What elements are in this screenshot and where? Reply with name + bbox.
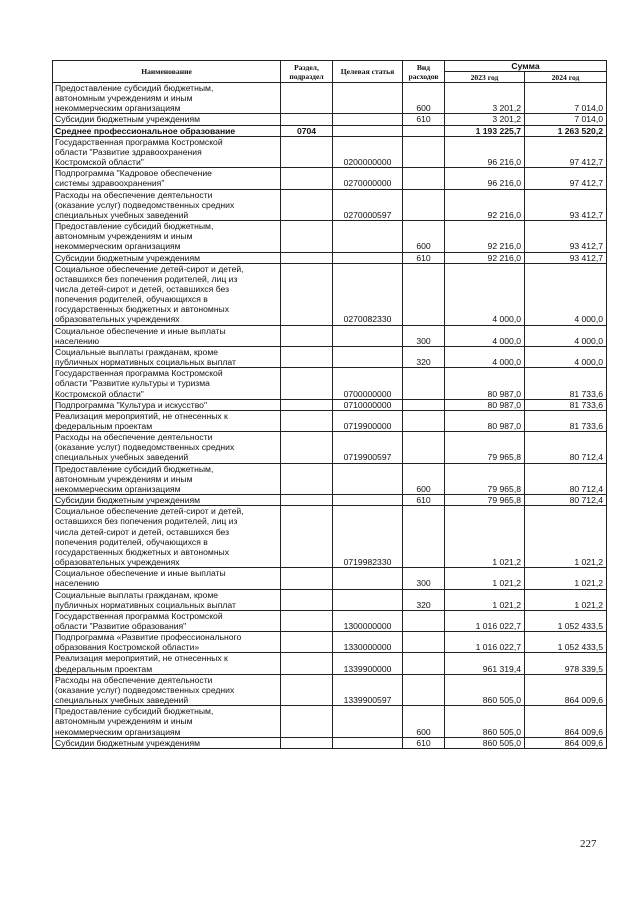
- row-sum-2024-cell: 864 009,6: [525, 737, 607, 748]
- row-type-cell: [403, 410, 445, 431]
- row-target-cell: [333, 463, 403, 494]
- table-row: [53, 368, 607, 399]
- row-type-cell: [403, 136, 445, 167]
- row-sum-2023-cell: 79 965,8: [445, 495, 525, 506]
- row-sum-2024-cell: 81 733,6: [525, 410, 607, 431]
- row-sum-2024-cell: 81 733,6: [525, 368, 607, 399]
- row-type-cell: [403, 674, 445, 705]
- row-target-cell: 1339900000: [333, 653, 403, 674]
- row-name-cell: Субсидии бюджетным учреждениям: [53, 252, 281, 263]
- table-row: [53, 506, 607, 568]
- row-type-cell: [403, 632, 445, 653]
- row-target-cell: 1339900597: [333, 674, 403, 705]
- row-section-cell: [281, 136, 333, 167]
- row-sum-2024-cell: 93 412,7: [525, 252, 607, 263]
- table-row: [53, 263, 607, 325]
- row-sum-2023-cell: 1 016 022,7: [445, 610, 525, 631]
- row-sum-2023-cell: 80 987,0: [445, 368, 525, 399]
- row-section-cell: [281, 252, 333, 263]
- page-number: 227: [580, 838, 597, 850]
- row-type-cell: [403, 189, 445, 220]
- row-type-cell: [403, 125, 445, 136]
- row-name-cell: Субсидии бюджетным учреждениям: [53, 737, 281, 748]
- table-row: [53, 346, 607, 367]
- row-section-cell: [281, 632, 333, 653]
- row-target-cell: [333, 325, 403, 346]
- row-target-cell: 0719900000: [333, 410, 403, 431]
- row-sum-2024-cell: 864 009,6: [525, 706, 607, 737]
- row-name-cell: Субсидии бюджетным учреждениям: [53, 495, 281, 506]
- row-sum-2023-cell: 4 000,0: [445, 325, 525, 346]
- row-type-cell: [403, 610, 445, 631]
- header-type: Вид расходов: [403, 61, 445, 83]
- row-name-cell: Предоставление субсидий бюджетным, автономным учреждениям и иным некоммерческим организациям: [53, 221, 281, 252]
- row-target-cell: 0700000000: [333, 368, 403, 399]
- row-sum-2024-cell: 7 014,0: [525, 114, 607, 125]
- row-sum-2023-cell: 961 319,4: [445, 653, 525, 674]
- row-name-cell: Реализация мероприятий, не отнесенных к федеральным проектам: [53, 653, 281, 674]
- row-target-cell: [333, 495, 403, 506]
- header-target: Целевая статья: [333, 61, 403, 83]
- row-type-cell: 600: [403, 706, 445, 737]
- row-sum-2024-cell: 4 000,0: [525, 325, 607, 346]
- row-target-cell: [333, 568, 403, 589]
- row-type-cell: 320: [403, 589, 445, 610]
- row-sum-2024-cell: 1 021,2: [525, 506, 607, 568]
- row-section-cell: [281, 463, 333, 494]
- row-sum-2023-cell: 860 505,0: [445, 706, 525, 737]
- budget-table-container: [52, 60, 606, 749]
- row-target-cell: 0710000000: [333, 399, 403, 410]
- row-section-cell: [281, 610, 333, 631]
- row-name-cell: Предоставление субсидий бюджетным, автономным учреждениям и иным некоммерческим организациям: [53, 706, 281, 737]
- row-sum-2024-cell: 80 712,4: [525, 432, 607, 463]
- table-row: [53, 463, 607, 494]
- row-type-cell: 610: [403, 252, 445, 263]
- row-type-cell: 600: [403, 221, 445, 252]
- row-name-cell: Субсидии бюджетным учреждениям: [53, 114, 281, 125]
- row-sum-2023-cell: 3 201,2: [445, 114, 525, 125]
- row-sum-2024-cell: 978 339,5: [525, 653, 607, 674]
- row-sum-2023-cell: 79 965,8: [445, 432, 525, 463]
- row-sum-2024-cell: 864 009,6: [525, 674, 607, 705]
- row-section-cell: [281, 506, 333, 568]
- row-name-cell: Предоставление субсидий бюджетным, автономным учреждениям и иным некоммерческим организациям: [53, 463, 281, 494]
- table-row: [53, 495, 607, 506]
- table-row: [53, 706, 607, 737]
- row-section-cell: [281, 168, 333, 189]
- row-name-cell: Подпрограмма «Развитие профессионального образования Костромской области»: [53, 632, 281, 653]
- row-section-cell: [281, 189, 333, 220]
- row-sum-2023-cell: 1 021,2: [445, 568, 525, 589]
- row-name-cell: Социальное обеспечение детей-сирот и детей, оставшихся без попечения родителей, лиц из числа детей-сирот и детей, оставшихся без попечения родителей, обучающихся в государственных бюджетных и автономных образовательных учреждениях: [53, 263, 281, 325]
- header-2024: 2024 год: [525, 72, 607, 83]
- row-sum-2024-cell: 7 014,0: [525, 83, 607, 114]
- row-type-cell: 610: [403, 737, 445, 748]
- row-name-cell: Расходы на обеспечение деятельности (оказание услуг) подведомственных средних специальных учебных заведений: [53, 674, 281, 705]
- row-target-cell: [333, 346, 403, 367]
- row-sum-2024-cell: 80 712,4: [525, 463, 607, 494]
- table-row: [53, 252, 607, 263]
- row-name-cell: Реализация мероприятий, не отнесенных к федеральным проектам: [53, 410, 281, 431]
- row-sum-2023-cell: 860 505,0: [445, 737, 525, 748]
- row-target-cell: 0719982330: [333, 506, 403, 568]
- row-target-cell: [333, 83, 403, 114]
- row-name-cell: Среднее профессиональное образование: [53, 125, 281, 136]
- row-target-cell: [333, 252, 403, 263]
- table-row: [53, 221, 607, 252]
- table-row: [53, 125, 607, 136]
- row-type-cell: 300: [403, 325, 445, 346]
- row-sum-2023-cell: 4 000,0: [445, 263, 525, 325]
- row-name-cell: Социальные выплаты гражданам, кроме публичных нормативных социальных выплат: [53, 589, 281, 610]
- row-section-cell: [281, 399, 333, 410]
- row-sum-2024-cell: 80 712,4: [525, 495, 607, 506]
- table-row: [53, 114, 607, 125]
- row-target-cell: 0270000000: [333, 168, 403, 189]
- row-section-cell: [281, 653, 333, 674]
- row-section-cell: [281, 221, 333, 252]
- row-name-cell: Предоставление субсидий бюджетным, автономным учреждениям и иным некоммерческим организациям: [53, 83, 281, 114]
- row-name-cell: Социальное обеспечение и иные выплаты населению: [53, 568, 281, 589]
- row-target-cell: [333, 114, 403, 125]
- row-sum-2023-cell: 1 021,2: [445, 506, 525, 568]
- row-section-cell: [281, 568, 333, 589]
- row-name-cell: Подпрограмма "Культура и искусство": [53, 399, 281, 410]
- row-target-cell: 0270082330: [333, 263, 403, 325]
- row-section-cell: [281, 737, 333, 748]
- row-section-cell: [281, 114, 333, 125]
- table-row: [53, 589, 607, 610]
- row-name-cell: Социальное обеспечение детей-сирот и детей, оставшихся без попечения родителей, лиц из числа детей-сирот и детей, оставшихся без попечения родителей, обучающихся в государственных бюджетных и автономных образовательных учреждениях: [53, 506, 281, 568]
- row-name-cell: Государственная программа Костромской области "Развитие здравоохранения Костромской области": [53, 136, 281, 167]
- table-row: [53, 136, 607, 167]
- row-sum-2024-cell: 1 021,2: [525, 589, 607, 610]
- header-name: Наименование: [53, 61, 281, 83]
- row-target-cell: [333, 221, 403, 252]
- row-section-cell: [281, 410, 333, 431]
- table-row: [53, 410, 607, 431]
- table-row: [53, 189, 607, 220]
- row-sum-2024-cell: 97 412,7: [525, 168, 607, 189]
- table-row: [53, 653, 607, 674]
- table-row: [53, 568, 607, 589]
- row-type-cell: [403, 399, 445, 410]
- row-type-cell: 610: [403, 114, 445, 125]
- row-name-cell: Расходы на обеспечение деятельности (оказание услуг) подведомственных средних специальных учебных заведений: [53, 189, 281, 220]
- table-body: [53, 83, 607, 749]
- row-sum-2024-cell: 93 412,7: [525, 221, 607, 252]
- row-type-cell: [403, 263, 445, 325]
- row-section-cell: [281, 674, 333, 705]
- row-sum-2023-cell: 860 505,0: [445, 674, 525, 705]
- table-row: [53, 399, 607, 410]
- row-sum-2023-cell: 80 987,0: [445, 399, 525, 410]
- table-row: [53, 432, 607, 463]
- row-type-cell: 300: [403, 568, 445, 589]
- table-row: [53, 674, 607, 705]
- table-row: [53, 168, 607, 189]
- row-target-cell: 0719900597: [333, 432, 403, 463]
- row-name-cell: Подпрограмма "Кадровое обеспечение системы здравоохранения": [53, 168, 281, 189]
- row-target-cell: 0270000597: [333, 189, 403, 220]
- row-section-cell: [281, 368, 333, 399]
- row-sum-2023-cell: 92 216,0: [445, 189, 525, 220]
- row-section-cell: [281, 325, 333, 346]
- row-sum-2023-cell: 1 016 022,7: [445, 632, 525, 653]
- row-target-cell: 0200000000: [333, 136, 403, 167]
- row-target-cell: [333, 737, 403, 748]
- row-sum-2023-cell: 79 965,8: [445, 463, 525, 494]
- row-sum-2024-cell: 1 052 433,5: [525, 632, 607, 653]
- row-target-cell: [333, 706, 403, 737]
- row-sum-2023-cell: 1 021,2: [445, 589, 525, 610]
- row-sum-2023-cell: 80 987,0: [445, 410, 525, 431]
- row-type-cell: 600: [403, 83, 445, 114]
- row-section-cell: [281, 263, 333, 325]
- row-section-cell: [281, 495, 333, 506]
- row-sum-2023-cell: 96 216,0: [445, 136, 525, 167]
- row-section-cell: [281, 706, 333, 737]
- header-sum: Сумма: [445, 61, 607, 72]
- row-sum-2023-cell: 92 216,0: [445, 221, 525, 252]
- row-section-cell: [281, 83, 333, 114]
- row-section-cell: 0704: [281, 125, 333, 136]
- row-name-cell: Расходы на обеспечение деятельности (оказание услуг) подведомственных средних специальных учебных заведений: [53, 432, 281, 463]
- row-sum-2023-cell: 1 193 225,7: [445, 125, 525, 136]
- table-row: [53, 325, 607, 346]
- row-name-cell: Государственная программа Костромской области "Развитие образования": [53, 610, 281, 631]
- row-type-cell: 610: [403, 495, 445, 506]
- row-type-cell: [403, 432, 445, 463]
- row-target-cell: [333, 125, 403, 136]
- row-sum-2024-cell: 97 412,7: [525, 136, 607, 167]
- row-sum-2023-cell: 92 216,0: [445, 252, 525, 263]
- header-section: Раздел, подраздел: [281, 61, 333, 83]
- row-sum-2023-cell: 4 000,0: [445, 346, 525, 367]
- row-section-cell: [281, 346, 333, 367]
- row-sum-2023-cell: 3 201,2: [445, 83, 525, 114]
- row-name-cell: Государственная программа Костромской области "Развитие культуры и туризма Костромской области": [53, 368, 281, 399]
- table-row: [53, 632, 607, 653]
- row-sum-2024-cell: 1 263 520,2: [525, 125, 607, 136]
- row-target-cell: 1300000000: [333, 610, 403, 631]
- row-sum-2023-cell: 96 216,0: [445, 168, 525, 189]
- row-sum-2024-cell: 1 021,2: [525, 568, 607, 589]
- row-name-cell: Социальное обеспечение и иные выплаты населению: [53, 325, 281, 346]
- row-target-cell: 1330000000: [333, 632, 403, 653]
- row-sum-2024-cell: 4 000,0: [525, 346, 607, 367]
- row-type-cell: [403, 653, 445, 674]
- row-type-cell: [403, 168, 445, 189]
- row-sum-2024-cell: 1 052 433,5: [525, 610, 607, 631]
- row-type-cell: 320: [403, 346, 445, 367]
- table-row: [53, 737, 607, 748]
- row-target-cell: [333, 589, 403, 610]
- row-type-cell: [403, 506, 445, 568]
- table-row: [53, 83, 607, 114]
- row-section-cell: [281, 432, 333, 463]
- row-type-cell: 600: [403, 463, 445, 494]
- table-row: [53, 610, 607, 631]
- budget-table: [52, 60, 607, 749]
- row-sum-2024-cell: 93 412,7: [525, 189, 607, 220]
- header-2023: 2023 год: [445, 72, 525, 83]
- row-type-cell: [403, 368, 445, 399]
- row-sum-2024-cell: 4 000,0: [525, 263, 607, 325]
- row-section-cell: [281, 589, 333, 610]
- row-name-cell: Социальные выплаты гражданам, кроме публичных нормативных социальных выплат: [53, 346, 281, 367]
- row-sum-2024-cell: 81 733,6: [525, 399, 607, 410]
